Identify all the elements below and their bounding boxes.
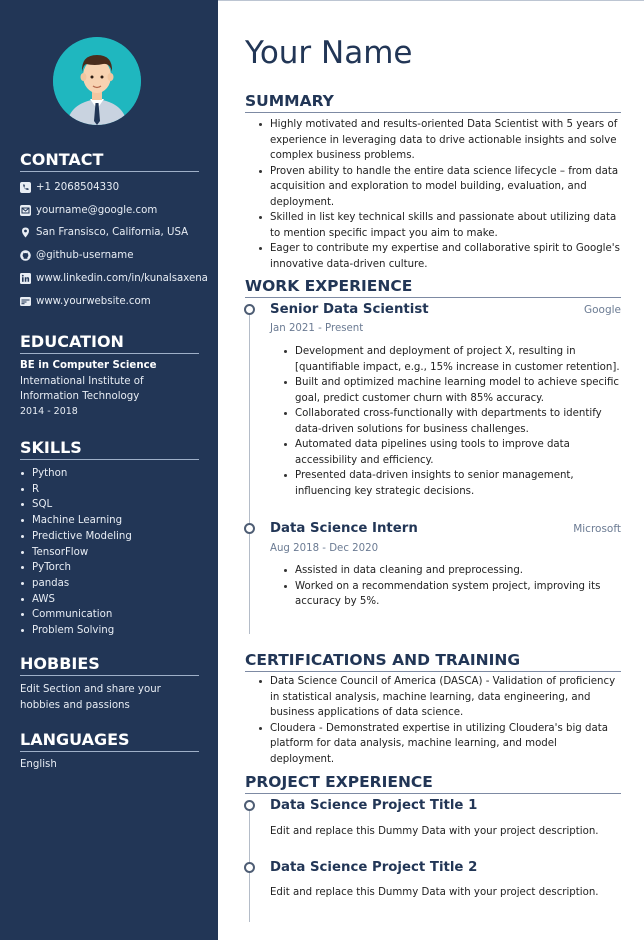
project-title: Data Science Project Title 2 <box>270 860 478 875</box>
timeline-dot <box>244 304 255 315</box>
resume-name: Your Name <box>245 35 413 71</box>
skill-item: R <box>20 482 199 498</box>
languages-heading: LANGUAGES <box>20 731 199 752</box>
contact-phone-text[interactable]: +1 2068504330 <box>36 181 120 193</box>
summary-item: Proven ability to handle the entire data science lifecycle – from data acquisition and exploration to model building, evaluation, and deployment. <box>257 164 621 211</box>
contact-website-text[interactable]: www.yourwebsite.com <box>36 295 151 307</box>
education-heading: EDUCATION <box>20 333 199 354</box>
summary-item: Eager to contribute my expertise and collaborative spirit to Google's innovative data-driven culture. <box>257 241 621 272</box>
job-bullet: Built and optimized machine learning model to achieve specific goal, predict customer churn with 85% accuracy. <box>282 375 621 406</box>
job-date: Aug 2018 - Dec 2020 <box>270 543 379 554</box>
skill-item: SQL <box>20 497 199 513</box>
contact-email <box>20 199 199 222</box>
hobbies-section <box>20 655 199 713</box>
education-degree: BE in Computer Science <box>20 360 157 371</box>
job-bullet: Worked on a recommendation system project, improving its accuracy by 5%. <box>282 579 621 610</box>
certification-item: Data Science Council of America (DASCA) - Validation of proficiency in statistical analysis, machine learning, data engineering, and business applications of data science. <box>257 674 621 721</box>
contact-heading: CONTACT <box>20 151 199 172</box>
skill-item: Communication <box>20 607 199 623</box>
education-section <box>20 333 199 419</box>
skill-item: PyTorch <box>20 560 199 576</box>
contact-github <box>20 244 199 267</box>
website-icon <box>20 296 31 307</box>
contact-email-text[interactable]: yourname@google.com <box>36 204 158 216</box>
job-company: Microsoft <box>573 523 621 535</box>
avatar <box>53 37 141 125</box>
skills-heading: SKILLS <box>20 439 199 460</box>
contact-location-text: San Fransisco, California, USA <box>36 227 189 239</box>
languages-text: English <box>20 759 57 770</box>
job-bullet: Assisted in data cleaning and preprocessing. <box>282 563 621 579</box>
skills-section <box>20 439 199 639</box>
project-description: Edit and replace this Dummy Data with your project description. <box>270 826 599 837</box>
certification-item: Cloudera - Demonstrated expertise in utilizing Cloudera's big data platform for data analysis, machine learning, and model deployment. <box>257 721 621 768</box>
skill-item: Python <box>20 466 199 482</box>
contact-section <box>20 150 208 313</box>
summary-heading: SUMMARY <box>245 92 621 113</box>
contact-website <box>20 290 199 313</box>
job-company: Google <box>583 304 621 316</box>
skill-item: pandas <box>20 576 199 592</box>
certifications-list <box>257 674 621 767</box>
location-pin-icon <box>20 227 31 238</box>
job-bullet: Presented data-driven insights to senior management, influencing key strategic decisions. <box>282 468 621 499</box>
job-bullets <box>282 563 621 610</box>
work-timeline <box>249 310 250 634</box>
summary-list <box>257 117 621 272</box>
job-title: Senior Data Scientist <box>270 302 429 317</box>
job-bullet: Collaborated cross-functionally with departments to identify data-driven solutions for business challenges. <box>282 406 621 437</box>
summary-item: Highly motivated and results-oriented Data Scientist with 5 years of experience in leveraging data to drive actionable insights and solve complex business problems. <box>257 117 621 164</box>
job-title: Data Science Intern <box>270 521 418 536</box>
skill-item: Predictive Modeling <box>20 529 199 545</box>
email-icon <box>20 205 31 216</box>
skill-item: Machine Learning <box>20 513 199 529</box>
job-date: Jan 2021 - Present <box>270 323 364 334</box>
skills-list <box>20 466 199 639</box>
sidebar <box>0 0 218 940</box>
summary-item: Skilled in list key technical skills and passionate about utilizing data to mention specific impact you aim to make. <box>257 210 621 241</box>
github-icon <box>20 250 31 261</box>
project-title: Data Science Project Title 1 <box>270 798 478 813</box>
phone-icon <box>20 182 31 193</box>
timeline-dot <box>244 862 255 873</box>
skill-item: Problem Solving <box>20 623 199 639</box>
languages-section <box>20 731 199 773</box>
timeline-dot <box>244 800 255 811</box>
education-years: 2014 - 2018 <box>20 405 78 417</box>
hobbies-heading: HOBBIES <box>20 655 199 676</box>
certifications-heading: CERTIFICATIONS AND TRAINING <box>245 651 621 672</box>
contact-github-text[interactable]: @github-username <box>36 250 134 262</box>
work-heading: WORK EXPERIENCE <box>245 277 621 298</box>
person-avatar-icon <box>53 37 141 125</box>
contact-location <box>20 222 199 245</box>
contact-phone <box>20 176 199 199</box>
project-description: Edit and replace this Dummy Data with your project description. <box>270 887 599 898</box>
skill-item: TensorFlow <box>20 545 199 561</box>
top-divider <box>218 0 644 1</box>
timeline-dot <box>244 523 255 534</box>
contact-linkedin <box>20 267 208 290</box>
education-school: International Institute of Information Technology <box>20 375 144 402</box>
skill-item: AWS <box>20 592 199 608</box>
job-bullets <box>282 344 621 499</box>
linkedin-icon <box>20 273 31 284</box>
projects-heading: PROJECT EXPERIENCE <box>245 773 621 794</box>
job-bullet: Automated data pipelines using tools to improve data accessibility and efficiency. <box>282 437 621 468</box>
contact-linkedin-text[interactable]: www.linkedin.com/in/kunalsaxena <box>36 273 208 285</box>
hobbies-text: Edit Section and share your hobbies and passions <box>20 684 161 711</box>
job-bullet: Development and deployment of project X, resulting in [quantifiable impact, e.g., 15% increase in customer retention]. <box>282 344 621 375</box>
